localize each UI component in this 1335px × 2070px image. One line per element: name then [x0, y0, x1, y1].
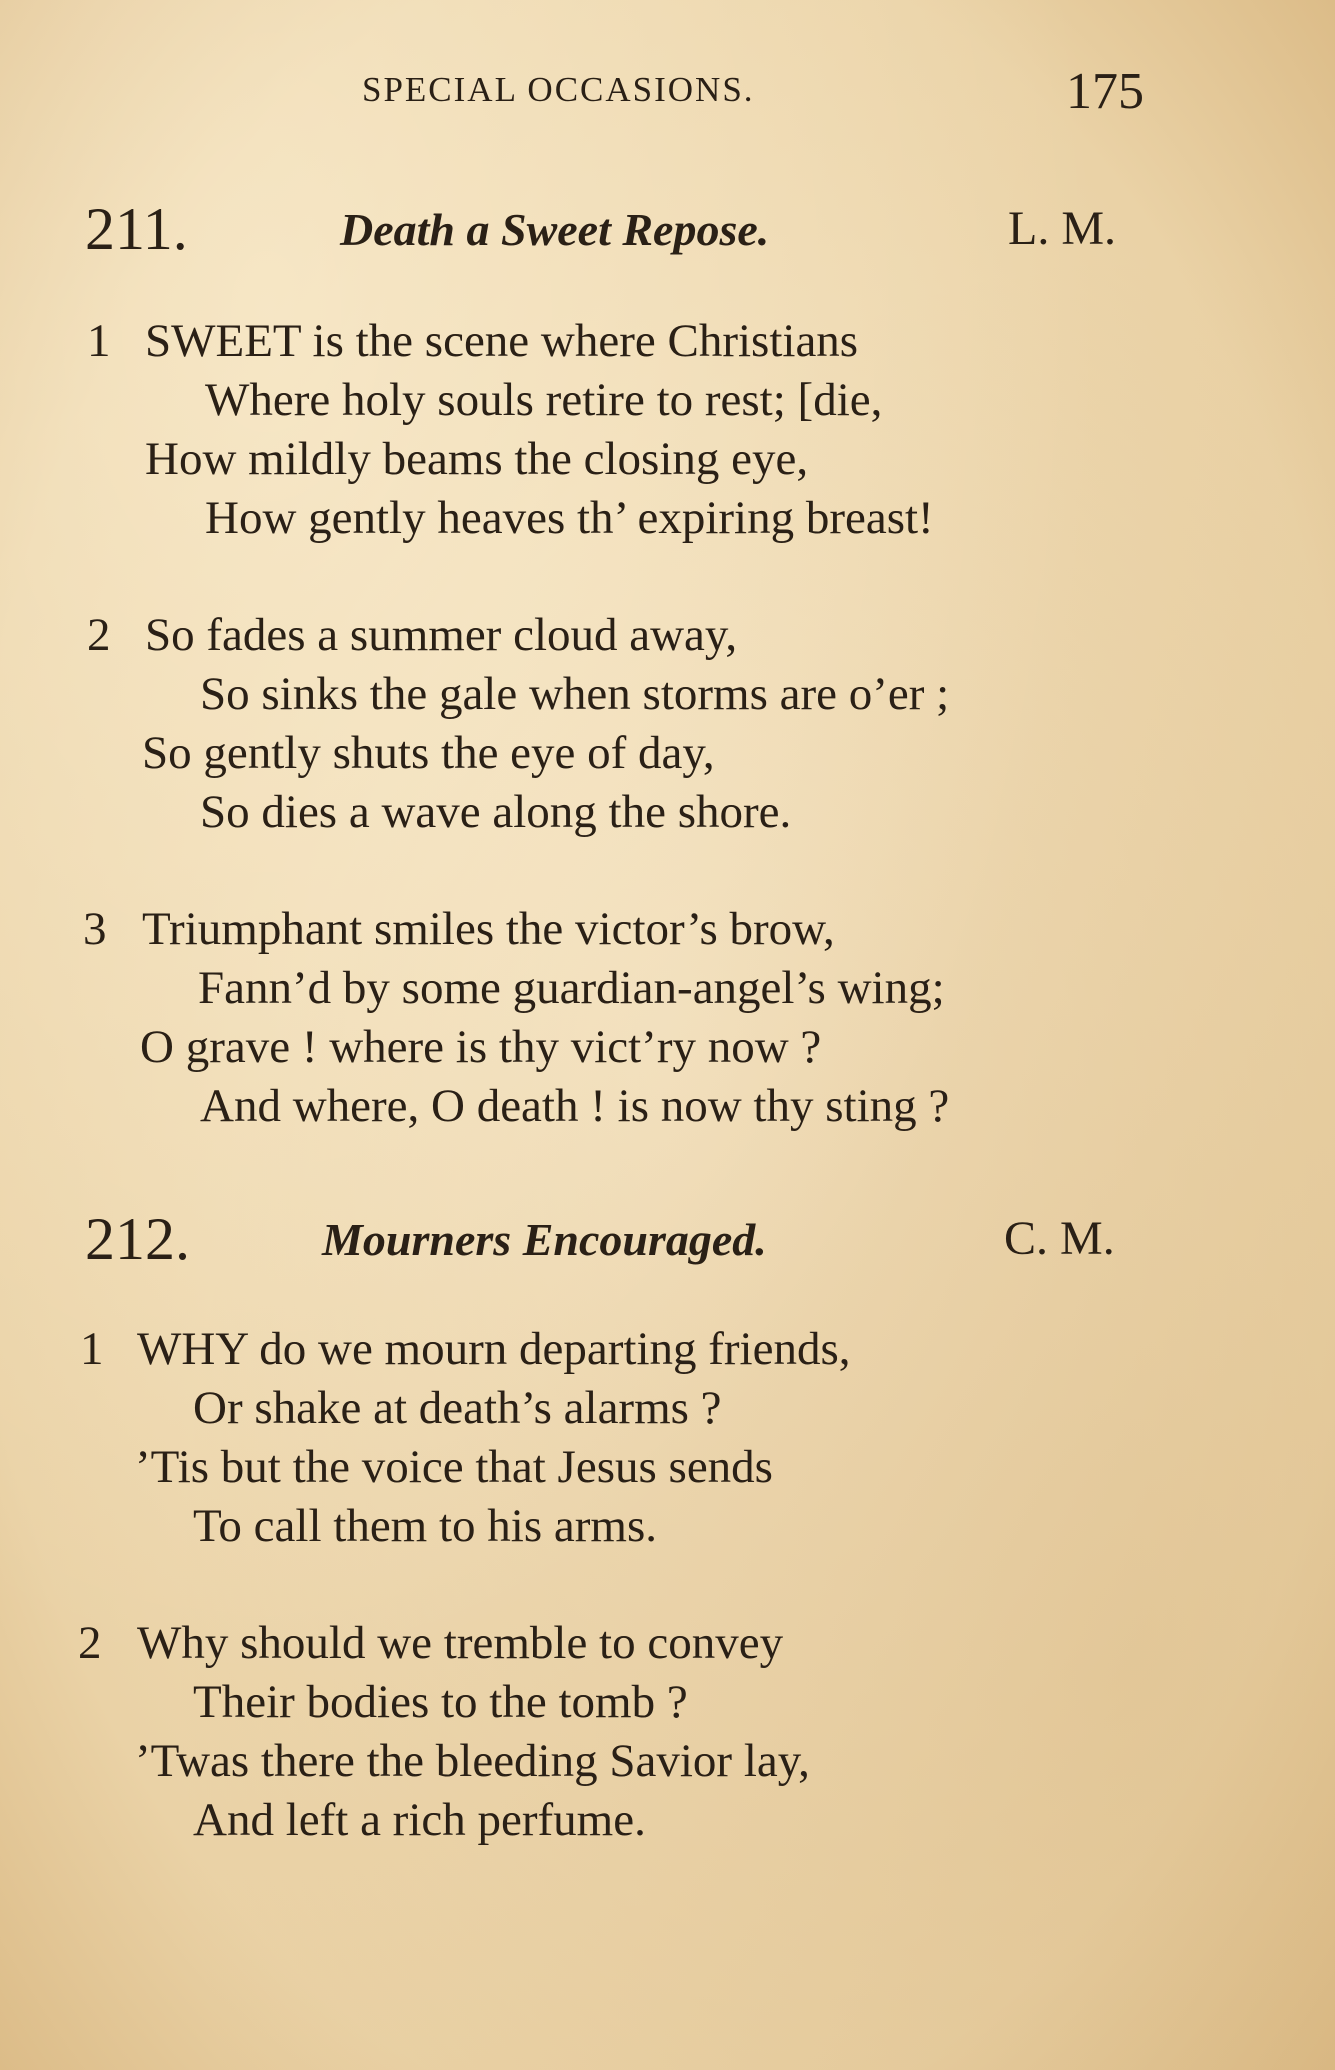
verse-line: How mildly beams the closing eye,: [145, 433, 809, 485]
hymn-title: Death a Sweet Repose.: [340, 204, 770, 255]
verse-line: WHY do we mourn departing friends,: [137, 1323, 851, 1375]
stanza-number: 2: [87, 609, 111, 661]
hymn-heading: [0, 1205, 1335, 1285]
verse-line: To call them to his arms.: [193, 1500, 658, 1552]
stanza-number: 3: [83, 903, 107, 955]
verse-line: So gently shuts the eye of day,: [142, 727, 715, 779]
verse-line: Triumphant smiles the victor’s brow,: [142, 903, 835, 955]
hymn-title: Mourners Encouraged.: [322, 1214, 767, 1265]
verse-line: Fann’d by some guardian-angel’s wing;: [198, 962, 945, 1014]
verse-line: ’Tis but the voice that Jesus sends: [135, 1441, 773, 1493]
verse-line: ’Twas there the bleeding Savior lay,: [135, 1735, 810, 1787]
verse-line: Where holy souls retire to rest; [die,: [205, 374, 883, 426]
verse-line: So fades a summer cloud away,: [145, 609, 738, 661]
verse-line: And left a rich perfume.: [193, 1794, 646, 1846]
stanza-number: 2: [78, 1617, 102, 1669]
hymn-meter: C. M.: [1004, 1212, 1115, 1265]
verse-line: So sinks the gale when storms are o’er ;: [200, 668, 950, 720]
verse-line: Or shake at death’s alarms ?: [193, 1382, 722, 1434]
running-head: SPECIAL OCCASIONS.: [362, 70, 755, 109]
verse-line: SWEET is the scene where Christians: [145, 315, 859, 367]
stanza-number: 1: [80, 1323, 104, 1375]
page-number: 175: [1066, 63, 1144, 120]
verse-line: How gently heaves th’ expiring breast!: [205, 492, 934, 544]
hymn-heading: [0, 195, 1335, 275]
verse-line: Their bodies to the tomb ?: [193, 1676, 688, 1728]
verse-line: Why should we tremble to convey: [137, 1617, 784, 1669]
stanza-number: 1: [87, 315, 111, 367]
verse-line: O grave ! where is thy vict’ry now ?: [140, 1021, 822, 1073]
hymn-number: 211.: [85, 196, 188, 262]
hymn-meter: L. M.: [1008, 202, 1116, 255]
verse-line: And where, O death ! is now thy sting ?: [200, 1080, 950, 1132]
verse-line: So dies a wave along the shore.: [200, 786, 792, 838]
hymn-number: 212.: [85, 1206, 190, 1272]
